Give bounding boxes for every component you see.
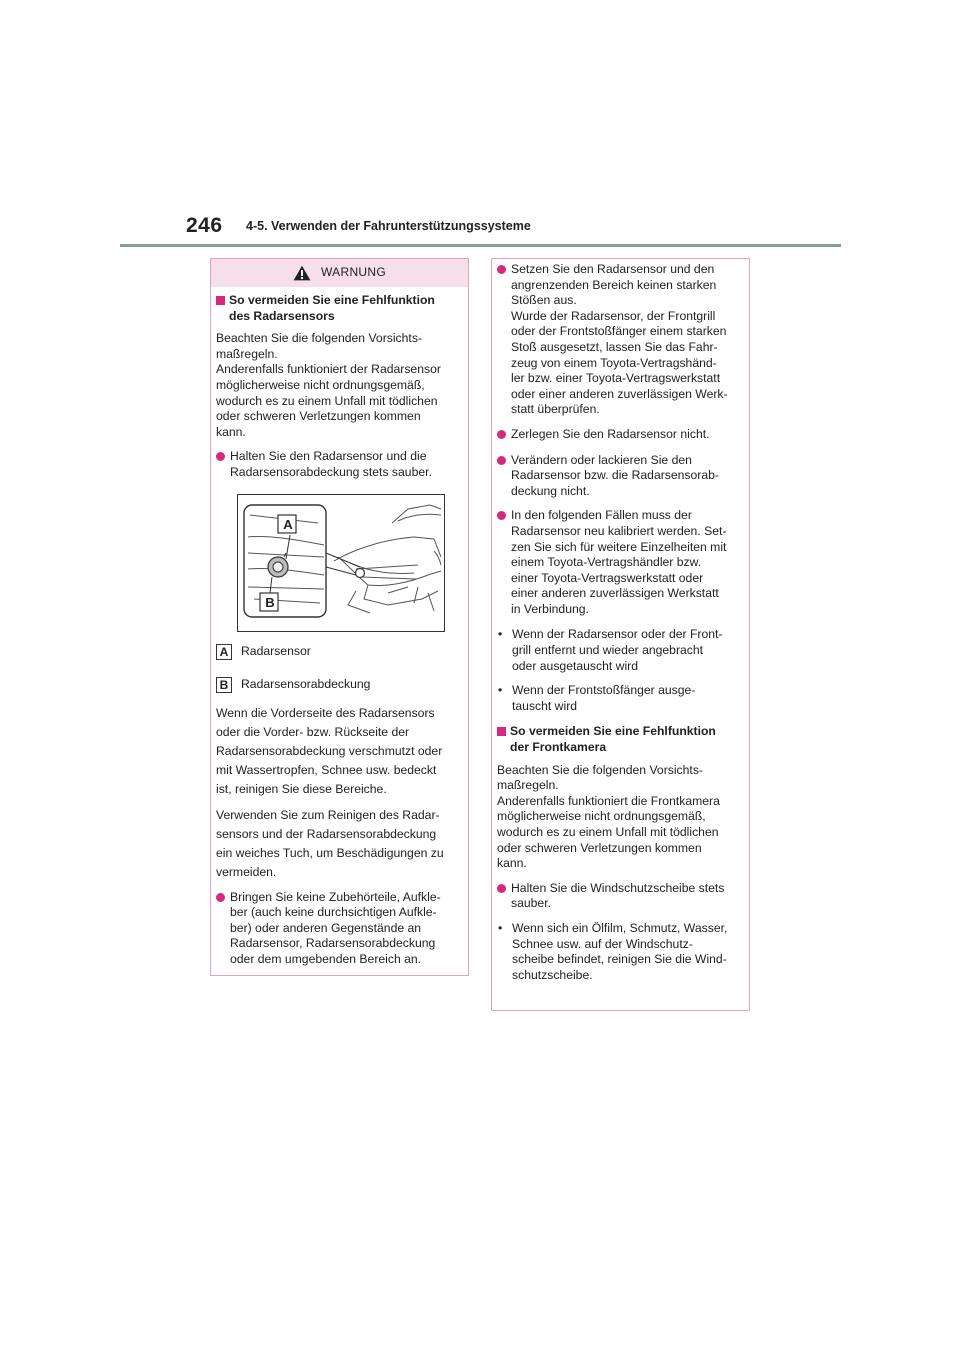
circle-bullet-icon xyxy=(497,430,506,439)
radar-heading xyxy=(216,293,460,324)
header-rule xyxy=(120,244,841,247)
heading-line: So vermeiden Sie eine Fehlfunktion xyxy=(229,293,435,307)
radar-sensor-illustration xyxy=(237,494,445,632)
list-item: • Wenn sich ein Ölfilm, Schmutz, Wasser, Schnee usw. auf der Windschutz- scheibe befindet, reinigen Sie die Wind- schutzscheibe. xyxy=(498,920,728,982)
warning-label: WARNUNG xyxy=(321,265,386,280)
callout-letter: A xyxy=(216,644,232,660)
section-title: 4-5. Verwenden der Fahrunterstützungssysteme xyxy=(246,219,531,233)
circle-bullet-icon xyxy=(497,884,506,893)
cleaning-paragraph: Wenn die Vorderseite des Radarsensors oder die Vorder- bzw. Rückseite der Radarsensorabdeckung verschmutzt oder mit Wassertropfen, Schnee usw. bedeckt ist, reinigen Sie diese Bereiche. xyxy=(216,705,443,796)
bullet-dot: • xyxy=(498,683,503,698)
warning-header xyxy=(211,259,468,287)
bullet-dot: • xyxy=(498,627,503,642)
callout-b xyxy=(216,677,460,693)
list-item: Zerlegen Sie den Radarsensor nicht. xyxy=(497,427,741,444)
list-item: Halten Sie die Windschutzscheibe stets sauber. xyxy=(497,881,741,912)
callout-text: Radarsensorabdeckung xyxy=(241,676,371,691)
warning-box-right xyxy=(491,258,750,1011)
list-item: Setzen Sie den Radarsensor und den angrenzenden Bereich keinen starken Stößen aus. Wurde der Radarsensor, der Frontgrill oder der Frontstoßfänger einem starken Stoß ausgesetzt, lassen Sie das Fahr- zeug von einem Toyota-Vertragshänd- ler bzw. einer Toyota-Vertragswerkstatt oder einer anderen zuverlässigen Werk- statt überprüfen. xyxy=(497,262,741,418)
cloth-paragraph: Verwenden Sie zum Reinigen des Radar- sensors und der Radarsensorabdeckung ein weiches Tuch, um Beschädigungen zu vermeiden. xyxy=(216,807,444,879)
circle-bullet-icon xyxy=(216,452,225,461)
square-bullet-icon xyxy=(497,727,506,736)
figure-label-a: A xyxy=(283,516,293,532)
square-bullet-icon xyxy=(216,296,225,305)
callout-letter: B xyxy=(216,677,232,693)
list-item: • Wenn der Radarsensor oder der Front- grill entfernt und wieder angebracht oder ausgetauscht wird xyxy=(498,627,723,673)
heading-line: des Radarsensors xyxy=(229,308,335,323)
callout-a xyxy=(216,644,460,660)
warning-box-left xyxy=(210,258,469,976)
list-item: Verändern oder lackieren Sie den Radarsensor bzw. die Radarsensorab- deckung nicht. xyxy=(497,453,741,500)
circle-bullet-icon xyxy=(497,265,506,274)
bullet-dot: • xyxy=(498,920,503,935)
figure-label-b: B xyxy=(265,594,275,610)
list-item: • Wenn der Frontstoßfänger ausge- tauscht wird xyxy=(498,683,696,713)
callout-text: Radarsensor xyxy=(241,643,311,658)
page-number: 246 xyxy=(186,214,223,237)
circle-bullet-icon xyxy=(497,456,506,465)
list-item: In den folgenden Fällen muss der Radarsensor neu kalibriert werden. Set- zen Sie sich für weitere Einzelheiten mit einem Toyota-Vertragshändler bzw. einer Toyota-Vertragswerkstatt oder einer anderen zuverlässigen Werkstatt in Verbindung. xyxy=(497,508,741,617)
camera-heading: So vermeiden Sie eine Fehlfunktion der Frontkamera xyxy=(497,724,741,755)
list-item: Halten Sie den Radarsensor und die Radarsensorabdeckung stets sauber. xyxy=(216,449,460,480)
warning-triangle-icon xyxy=(293,265,311,281)
circle-bullet-icon xyxy=(497,511,506,520)
radar-intro: Beachten Sie die folgenden Vorsichts- maßregeln. Anderenfalls funktioniert der Radarsensor möglicherweise nicht ordnungsgemäß, wodurch es zu einem Unfall mit tödlichen oder schweren Verletzungen kommen kann. xyxy=(216,331,441,439)
circle-bullet-icon xyxy=(216,893,225,902)
camera-intro: Beachten Sie die folgenden Vorsichts- maßregeln. Anderenfalls funktioniert die Frontkamera möglicherweise nicht ordnungsgemäß, wodurch es zu einem Unfall mit tödlichen oder schweren Verletzungen kommen kann. xyxy=(497,762,720,871)
list-item: Bringen Sie keine Zubehörteile, Aufkle- ber (auch keine durchsichtigen Aufkle- ber) oder anderen Gegenstände an Radarsensor, Radarsensorabdeckung oder dem umgebenden Bereich an. xyxy=(216,890,460,968)
